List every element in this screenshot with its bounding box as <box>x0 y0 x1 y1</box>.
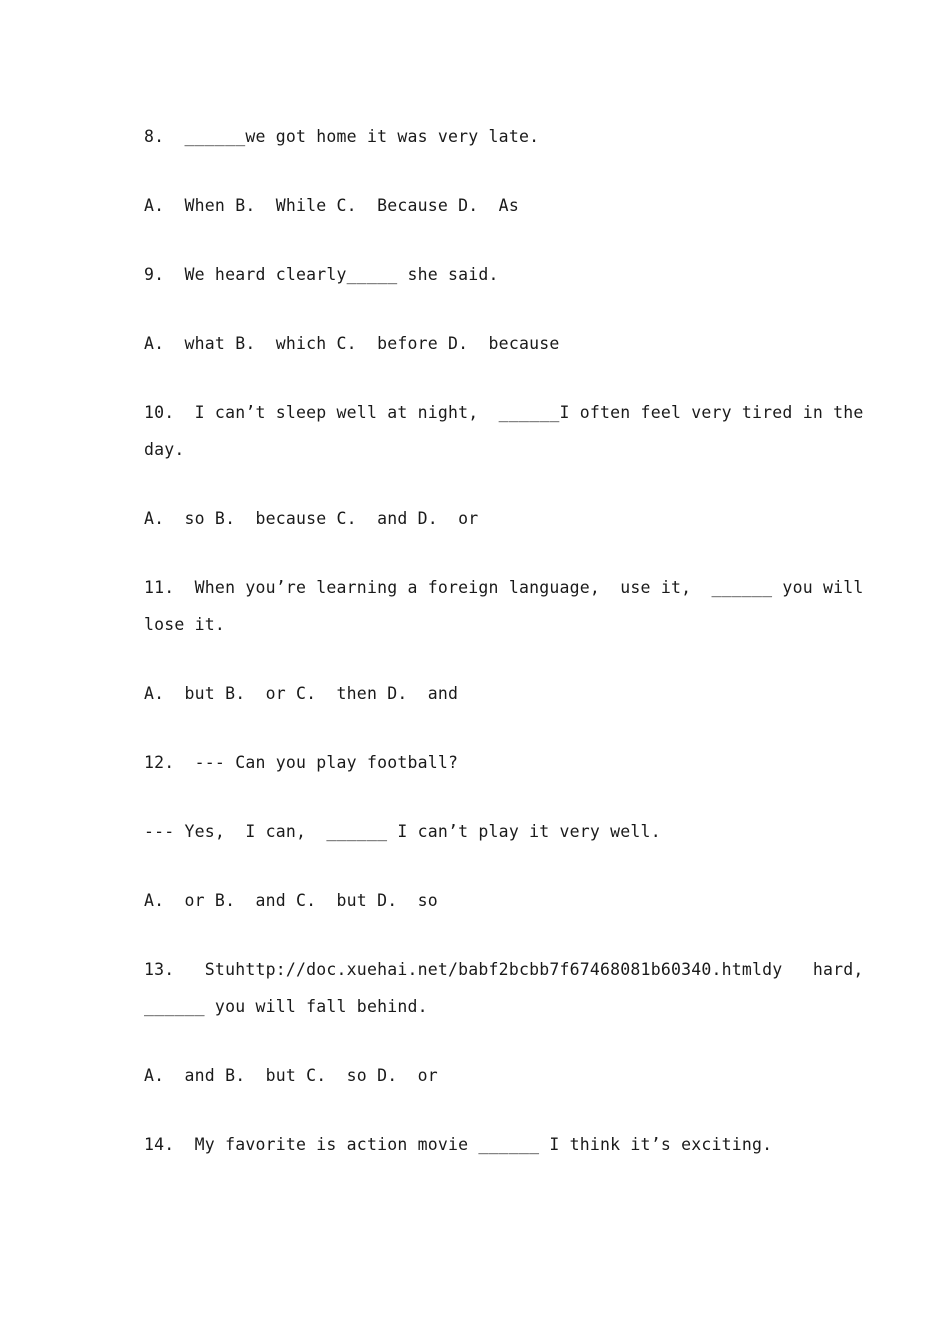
question-14: 14. My favorite is action movie ______ I think it’s exciting. <box>144 1135 773 1154</box>
question-12-line-1: 12. --- Can you play football? <box>144 753 459 772</box>
question-10-line-2: day. <box>144 440 185 459</box>
question-8-options: A. When B. While C. Because D. As <box>144 196 519 215</box>
question-9-options: A. what B. which C. before D. because <box>144 334 560 353</box>
question-12-line-2: --- Yes, I can, ______ I can’t play it very well. <box>144 822 661 841</box>
question-8: 8. ______we got home it was very late. <box>144 127 540 146</box>
question-11-line-2: lose it. <box>144 615 226 634</box>
question-11-options: A. but B. or C. then D. and <box>144 684 459 703</box>
question-13-line-1: 13. Stuhttp://doc.xuehai.net/babf2bcbb7f67468081b60340.htmldy hard, <box>144 960 864 979</box>
question-12-options: A. or B. and C. but D. so <box>144 891 438 910</box>
question-13-line-2: ______ you will fall behind. <box>144 997 428 1016</box>
question-10-options: A. so B. because C. and D. or <box>144 509 479 528</box>
question-10-line-1: 10. I can’t sleep well at night, ______I often feel very tired in the <box>144 403 864 422</box>
question-11-line-1: 11. When you’re learning a foreign language, use it, ______ you will <box>144 578 864 597</box>
question-9: 9. We heard clearly_____ she said. <box>144 265 499 284</box>
question-13-options: A. and B. but C. so D. or <box>144 1066 438 1085</box>
